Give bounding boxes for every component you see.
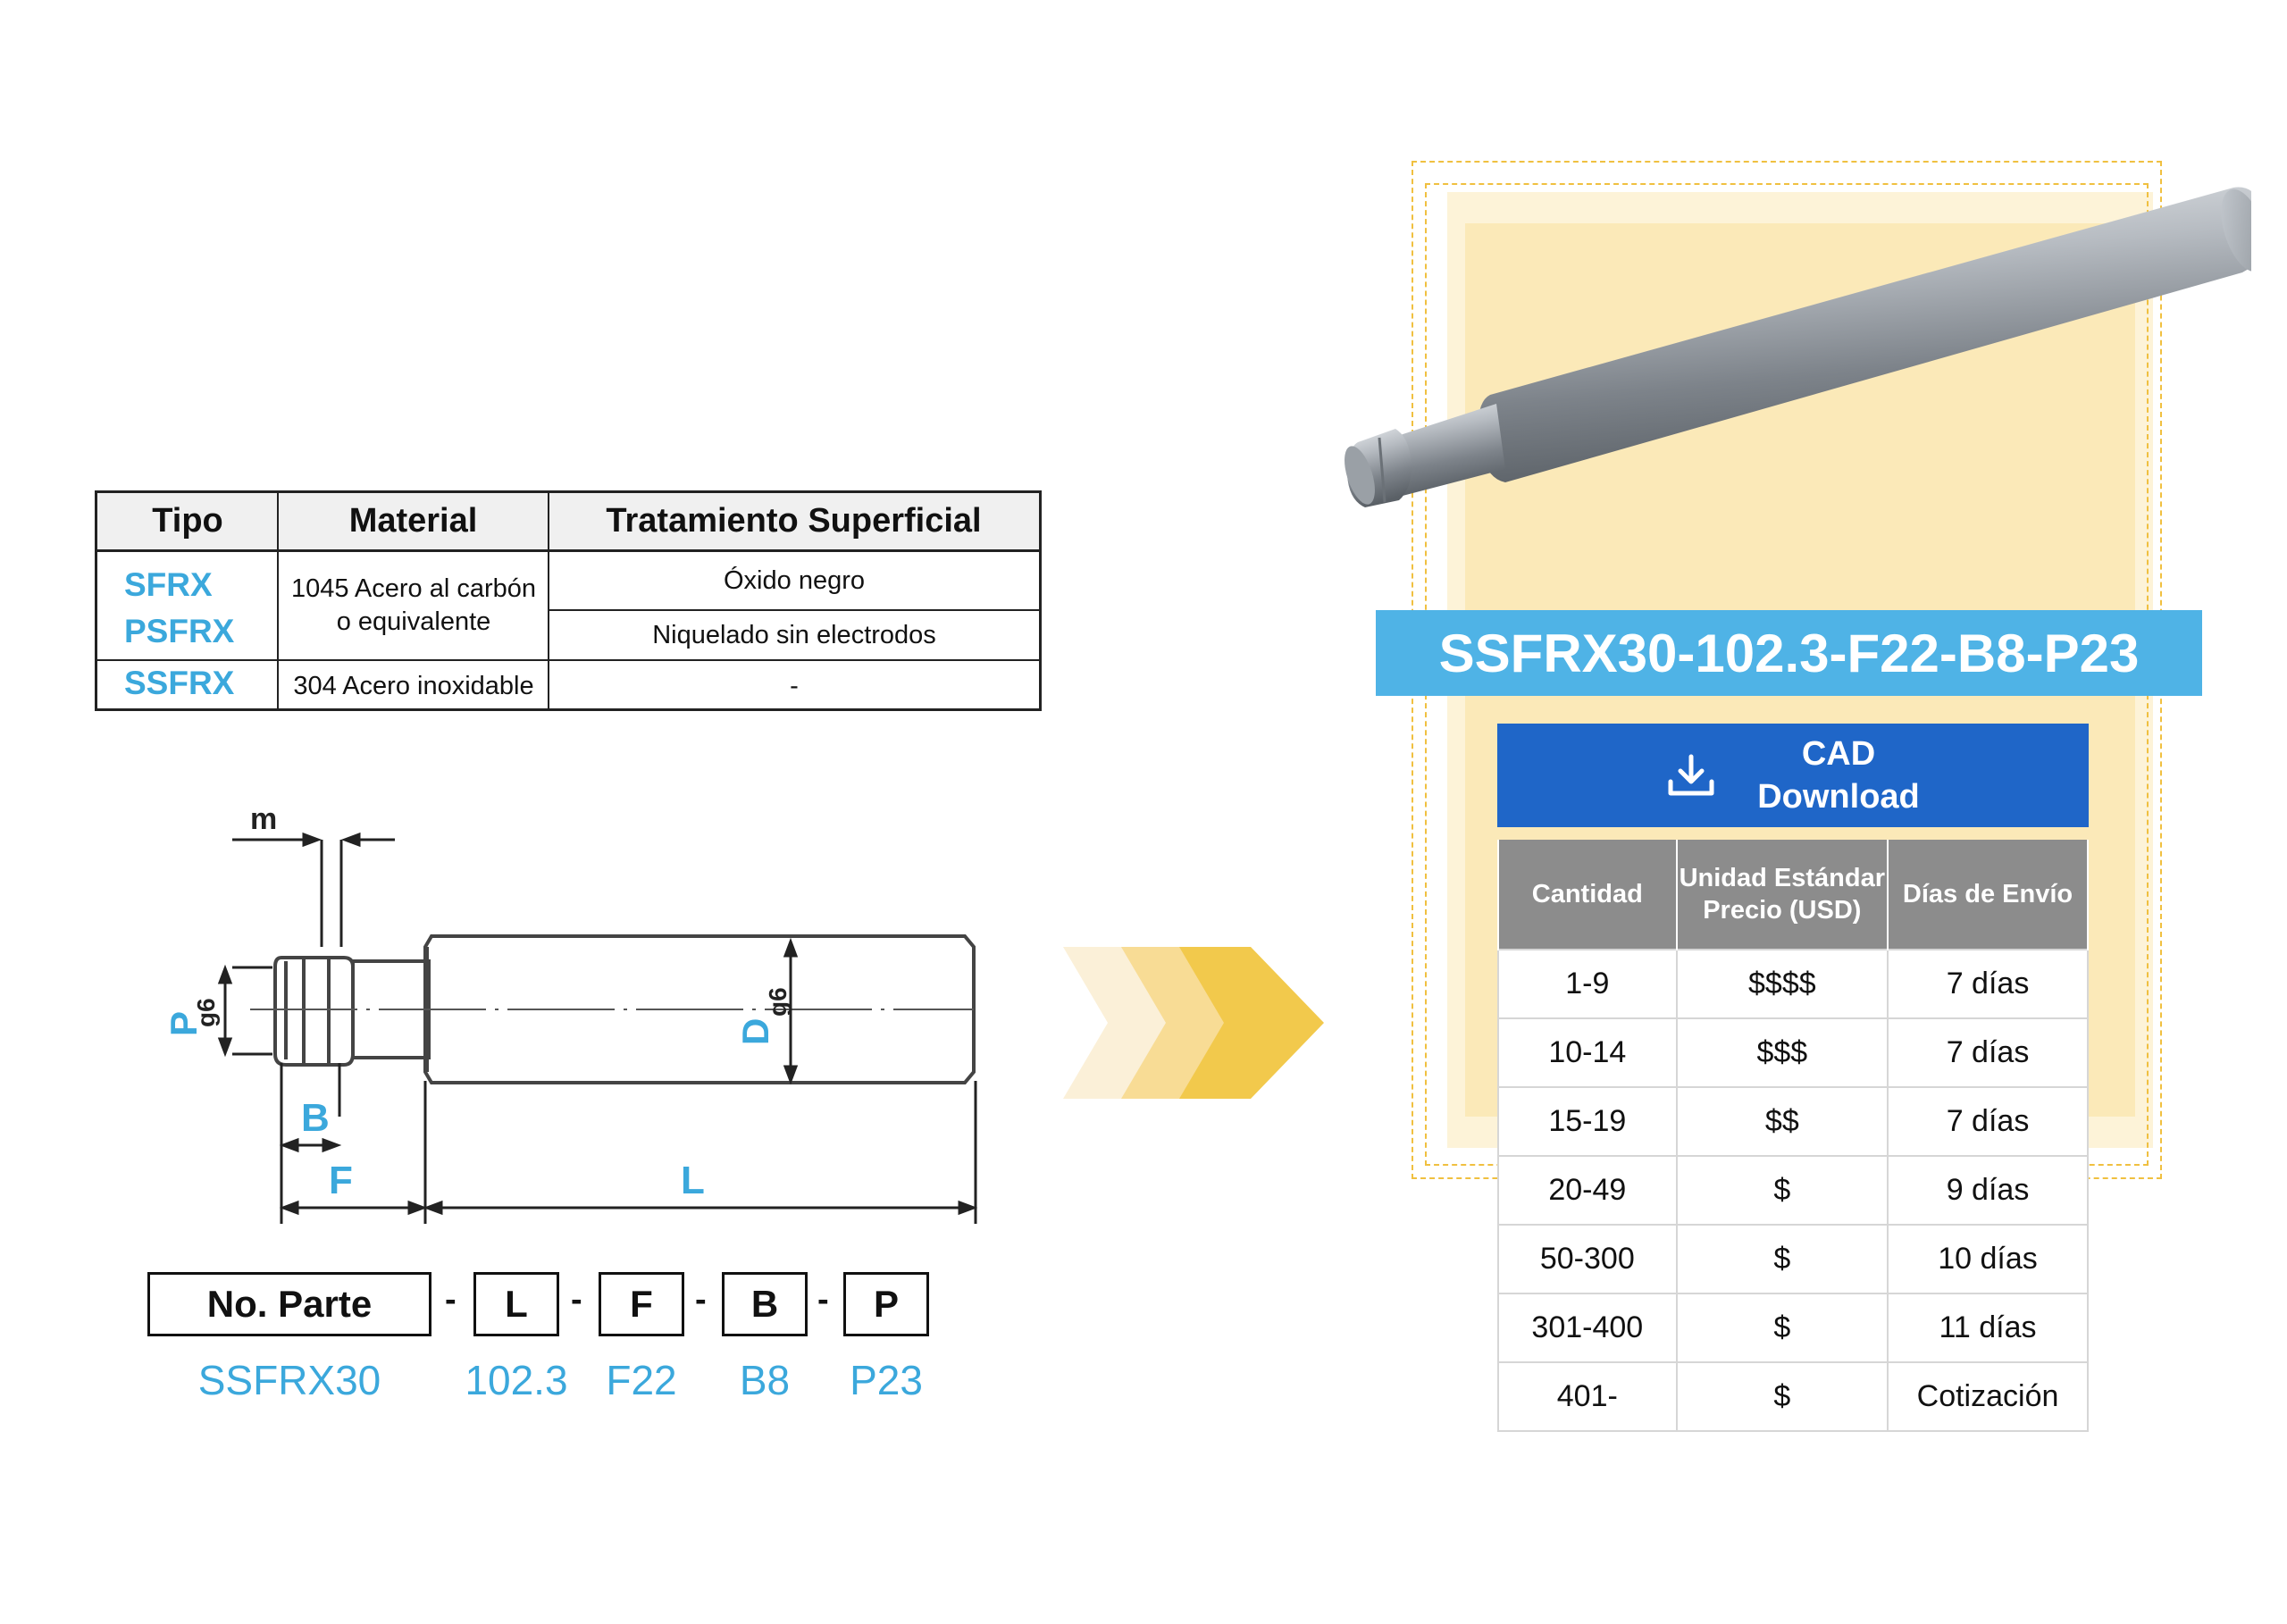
- days-cell: 9 días: [1888, 1156, 2088, 1225]
- material-table: [95, 490, 1042, 711]
- qty-cell: 10-14: [1498, 1018, 1677, 1087]
- header-cantidad-text: Cantidad: [1531, 880, 1643, 908]
- part-dash: -: [571, 1281, 582, 1318]
- transition-arrow: [1054, 938, 1331, 1108]
- table-row: [1498, 1225, 2088, 1293]
- header-precio: [1677, 840, 1888, 950]
- label-m: m: [250, 802, 278, 836]
- days-cell: 10 días: [1888, 1225, 2088, 1293]
- header-dias-text: Días de Envío: [1902, 880, 2073, 908]
- part-l-box: L: [473, 1272, 559, 1336]
- label-g6-left: g6: [192, 998, 220, 1027]
- value-f: F22: [606, 1357, 677, 1403]
- days-cell: 7 días: [1888, 1018, 2088, 1087]
- value-p: P23: [850, 1357, 923, 1403]
- cad-label-line2: Download: [1757, 778, 1920, 816]
- table-row: [1498, 1362, 2088, 1431]
- price-cell: $$: [1677, 1087, 1888, 1156]
- table-row: [1498, 1018, 2088, 1087]
- qty-cell: 401-: [1498, 1362, 1677, 1431]
- cad-download-button[interactable]: [1497, 724, 2089, 827]
- qty-cell: 50-300: [1498, 1225, 1677, 1293]
- header-tipo: Tipo: [97, 493, 278, 552]
- cad-label-line1: CAD: [1801, 735, 1876, 773]
- pin-product-image: [1340, 170, 2251, 527]
- material-1045-line1: 1045 Acero al carbón: [290, 574, 537, 603]
- part-dash: -: [695, 1281, 707, 1318]
- label-f: F: [329, 1159, 353, 1202]
- price-cell: $: [1677, 1156, 1888, 1225]
- label-g6-right: g6: [764, 987, 792, 1017]
- days-cell: 7 días: [1888, 1087, 2088, 1156]
- product-code-banner: SSFRX30-102.3-F22-B8-P23: [1376, 610, 2202, 696]
- price-cell: $: [1677, 1225, 1888, 1293]
- label-b: B: [301, 1096, 330, 1140]
- part-dash: -: [817, 1281, 829, 1318]
- table-row: [1498, 1156, 2088, 1225]
- material-304: 304 Acero inoxidable: [293, 671, 534, 700]
- price-cell: $: [1677, 1362, 1888, 1431]
- header-precio-line2: Precio (USD): [1703, 896, 1862, 925]
- price-cell: $: [1677, 1293, 1888, 1362]
- tipo-psfrx: PSFRX: [124, 613, 235, 649]
- pin-technical-drawing: [161, 795, 1001, 1242]
- table-row: [1498, 1293, 2088, 1362]
- qty-cell: 15-19: [1498, 1087, 1677, 1156]
- qty-cell: 20-49: [1498, 1156, 1677, 1225]
- part-p-box: P: [843, 1272, 929, 1336]
- value-part-number: SSFRX30: [197, 1357, 381, 1403]
- days-cell: 7 días: [1888, 950, 2088, 1018]
- download-icon: [1666, 753, 1716, 798]
- header-cantidad: [1498, 840, 1677, 950]
- header-dias: [1888, 840, 2088, 950]
- value-l: 102.3: [465, 1357, 568, 1403]
- label-d: D: [734, 1017, 776, 1045]
- qty-cell: 301-400: [1498, 1293, 1677, 1362]
- tratamiento-niquelado: Niquelado sin electrodos: [652, 620, 936, 649]
- price-table-header: [1498, 840, 2088, 950]
- material-1045: [280, 552, 548, 659]
- qty-cell: 1-9: [1498, 950, 1677, 1018]
- column-divider: [277, 493, 279, 708]
- tratamiento-none: -: [790, 671, 799, 700]
- part-number-box: No. Parte: [147, 1272, 431, 1336]
- price-cell: $$$$: [1677, 950, 1888, 1018]
- cad-download-label: [1757, 732, 1920, 818]
- tratamiento-oxido: Óxido negro: [724, 565, 865, 595]
- tipo-ssfrx: SSFRX: [124, 665, 235, 701]
- price-table: [1497, 840, 2089, 1432]
- label-p: P: [163, 1010, 205, 1036]
- value-b: B8: [739, 1357, 791, 1403]
- material-1045-line2: o equivalente: [336, 607, 491, 636]
- part-dash: -: [445, 1281, 457, 1318]
- price-cell: $$$: [1677, 1018, 1888, 1087]
- table-row: [1498, 950, 2088, 1018]
- table-row: [1498, 1087, 2088, 1156]
- part-b-box: B: [722, 1272, 808, 1336]
- days-cell: Cotización: [1888, 1362, 2088, 1431]
- part-f-box: F: [599, 1272, 684, 1336]
- header-precio-line1: Unidad Estándar: [1679, 864, 1886, 892]
- tipo-sfrx: SFRX: [124, 566, 213, 603]
- header-tratamiento: Tratamiento Superficial: [549, 493, 1039, 552]
- header-material: Material: [278, 493, 549, 552]
- label-l: L: [681, 1159, 705, 1202]
- days-cell: 11 días: [1888, 1293, 2088, 1362]
